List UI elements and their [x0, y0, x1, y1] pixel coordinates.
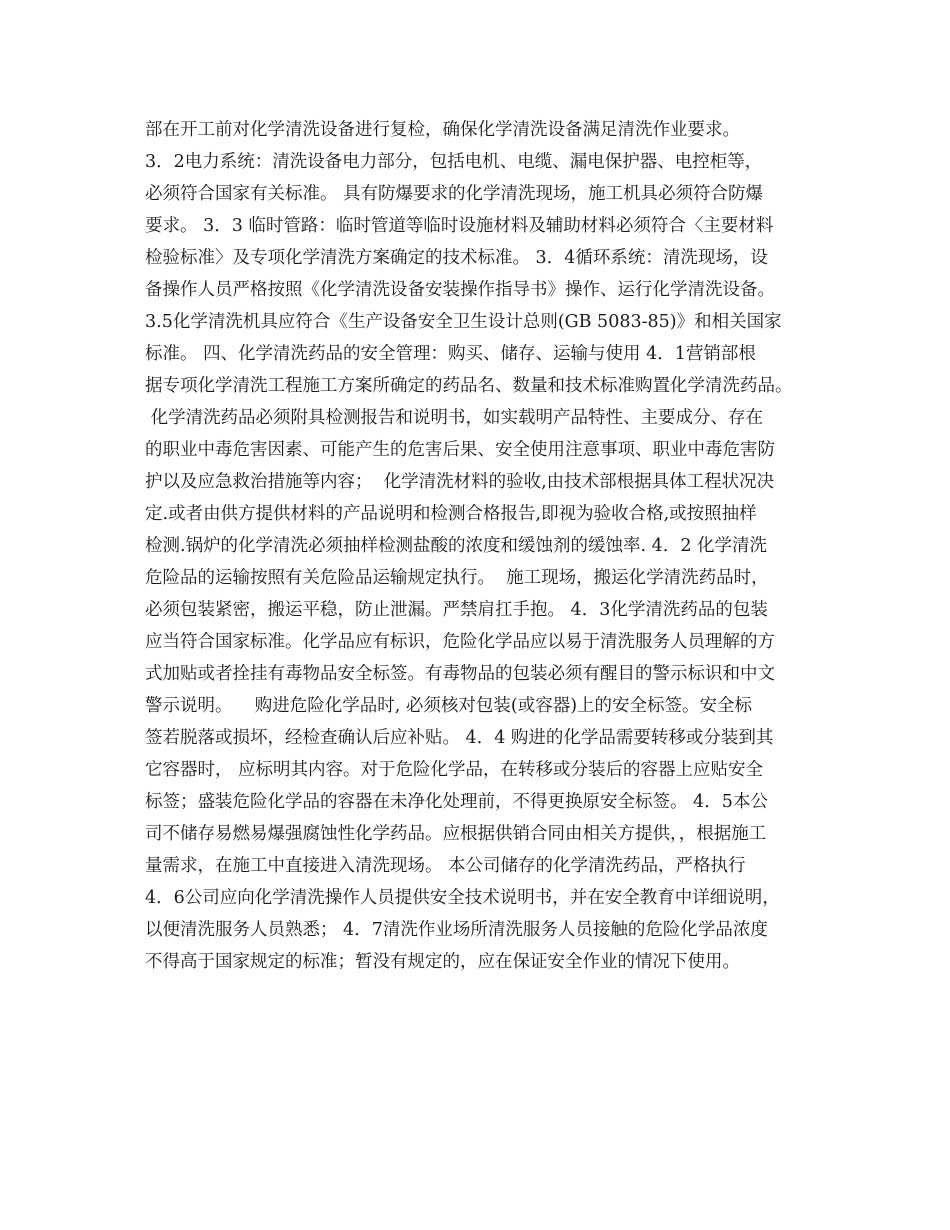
text-line: 警示说明。 购进危险化学品时, 必须核对包装(或容器)上的安全标签。安全标 — [145, 696, 753, 716]
text-line: 定.或者由供方提供材料的产品说明和检测合格报告,即视为验收合格,或按照抽样 — [145, 504, 757, 524]
text-line: 量需求，在施工中直接进入清洗现场。 本公司储存的化学清洗药品，严格执行 — [145, 856, 746, 876]
text-line: 以便清洗服务人员熟悉； 4．7清洗作业场所清洗服务人员接触的危险化学品浓度 — [145, 920, 768, 940]
text-line: 要求。 3．3 临时管路：临时管道等临时设施材料及辅助材料必须符合〈主要材料 — [145, 216, 774, 236]
text-line: 检验标准〉及专项化学清洗方案确定的技术标准。 3．4循环系统：清洗现场，设 — [145, 248, 768, 268]
text-line: 据专项化学清洗工程施工方案所确定的药品名、数量和技术标准购置化学清洗药品。 — [145, 376, 793, 396]
text-line: 签若脱落或损坏，经检查确认后应补贴。 4．4 购进的化学品需要转移或分装到其 — [145, 728, 774, 748]
text-line: 司不储存易燃易爆强腐蚀性化学药品。应根据供销合同由相关方提供，，根据施工 — [145, 824, 767, 844]
text-line: 它容器时， 应标明其内容。对于危险化学品，在转移或分装后的容器上应贴安全 — [145, 760, 764, 780]
text-line: 4．6公司应向化学清洗操作人员提供安全技术说明书，并在安全教育中详细说明， — [145, 888, 780, 908]
text-line: 3.5化学清洗机具应符合《生产设备安全卫生设计总则(GB 5083-85)》和相关国家 — [145, 312, 782, 332]
text-line: 标准。 四、化学清洗药品的安全管理：购买、储存、运输与使用 4．1营销部根 — [145, 344, 756, 364]
text-line: 式加贴或者拴挂有毒物品安全标签。有毒物品的包装必须有醒目的警示标识和中文 — [145, 664, 775, 684]
text-line: 备操作人员严格按照《化学清洗设备安装操作指导书》操作、运行化学清洗设备。 — [145, 280, 775, 300]
text-line: 护以及应急救治措施等内容； 化学清洗材料的验收,由技术部根据具体工程状况决 — [145, 472, 775, 492]
text-line: 必须包装紧密，搬运平稳，防止泄漏。严禁肩扛手抱。 4．3化学清洗药品的包装 — [145, 600, 768, 620]
text-line: 标签；盛装危险化学品的容器在未净化处理前，不得更换原安全标签。 4．5本公 — [145, 792, 768, 812]
text-line: 必须符合国家有关标准。 具有防爆要求的化学清洗现场，施工机具必须符合防爆 — [145, 184, 764, 204]
text-line: 化学清洗药品必须附具检测报告和说明书，如实载明产品特性、主要成分、存在 — [145, 408, 764, 428]
text-line: 3．2电力系统：清洗设备电力部分，包括电机、电缆、漏电保护器、电控柜等， — [145, 152, 763, 172]
text-line: 检测.锅炉的化学清洗必须抽样检测盐酸的浓度和缓蚀剂的缓蚀率. 4．2 化学清洗 — [145, 536, 768, 556]
text-line: 应当符合国家标准。化学品应有标识，危险化学品应以易于清洗服务人员理解的方 — [145, 632, 775, 652]
document-body — [145, 114, 825, 978]
text-line: 危险品的运输按照有关危险品运输规定执行。 施工现场，搬运化学清洗药品时， — [145, 568, 769, 588]
text-line: 不得高于国家规定的标准；暂没有规定的，应在保证安全作业的情况下使用。 — [145, 952, 740, 972]
text-line: 部在开工前对化学清洗设备进行复检，确保化学清洗设备满足清洗作业要求。 — [145, 120, 740, 140]
text-line: 的职业中毒危害因素、可能产生的危害后果、安全使用注意事项、职业中毒危害防 — [145, 440, 775, 460]
